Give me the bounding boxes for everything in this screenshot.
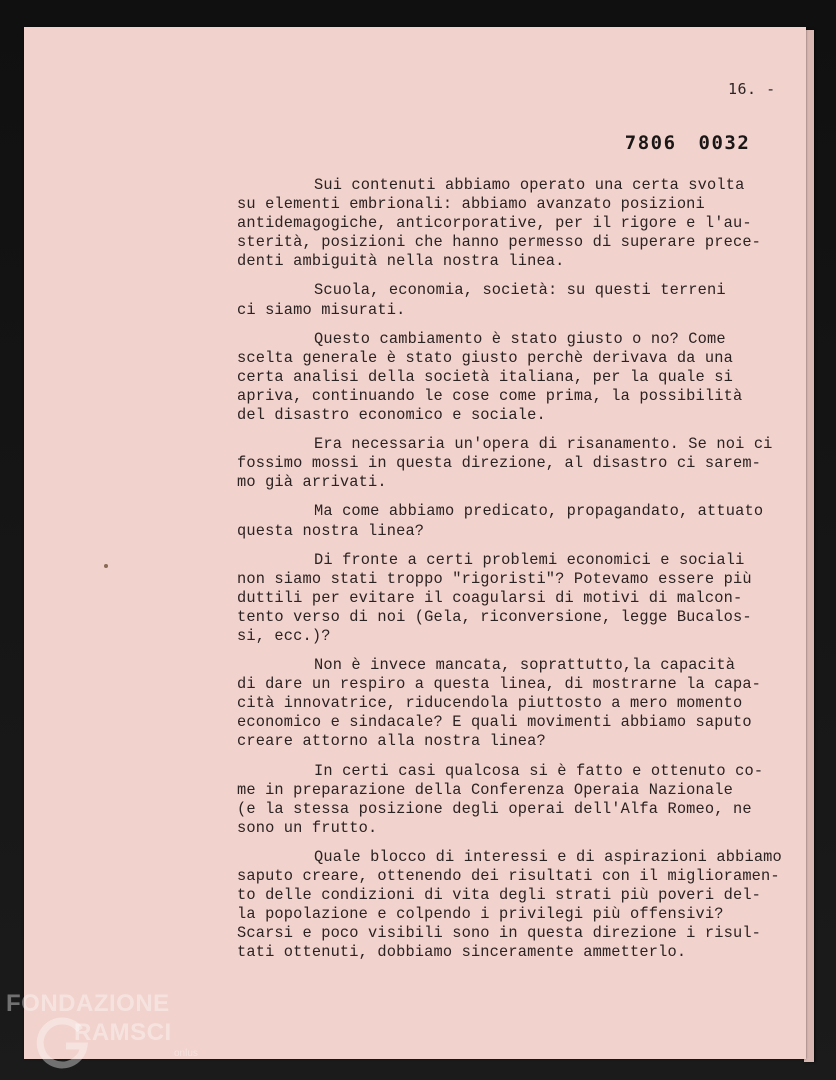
text-line: su elementi embrionali: abbiamo avanzato posizioni [237, 195, 705, 214]
text-line: antidemagogiche, anticorporative, per il rigore e l'au- [237, 214, 752, 233]
text-line: scelta generale è stato giusto perchè derivava da una [237, 348, 733, 367]
paragraph [237, 435, 807, 492]
text-line: Scuola, economia, società: su questi terreni [314, 281, 726, 300]
paragraph [237, 330, 807, 425]
text-line: del disastro economico e sociale. [237, 406, 546, 425]
text-line: si, ecc.)? [237, 626, 331, 645]
text-line: tati ottenuti, dobbiamo sinceramente ammetterlo. [237, 943, 687, 962]
text-line: sono un frutto. [237, 818, 378, 837]
text-line: Ma come abbiamo predicato, propagandato, attuato [314, 502, 764, 521]
paragraph [237, 656, 807, 751]
text-line: tento verso di noi (Gela, riconversione, legge Bucalos- [237, 607, 752, 626]
text-line: cità innovatrice, riducendola piuttosto a mero momento [237, 694, 743, 713]
archive-code [573, 110, 750, 176]
text-line: mo già arrivati. [237, 473, 387, 492]
paragraph [237, 762, 807, 838]
text-line: questa nostra linea? [237, 521, 425, 540]
text-line: me in preparazione della Conferenza Operaia Nazionale [237, 780, 733, 799]
text-line: denti ambiguità nella nostra linea. [237, 252, 565, 271]
paragraph [237, 502, 807, 540]
text-line: apriva, continuando le cose come prima, la possibilità [237, 386, 743, 405]
paragraph [237, 176, 807, 271]
text-line: (e la stessa posizione degli operai dell'Alfa Romeo, ne [237, 799, 752, 818]
text-line: certa analisi della società italiana, per la quale si [237, 367, 733, 386]
paragraph [237, 551, 807, 646]
text-line: economico e sindacale? E quali movimenti abbiamo saputo [237, 713, 752, 732]
page-number: 16. - [728, 80, 776, 98]
text-line: In certi casi qualcosa si è fatto e ottenuto co- [314, 761, 764, 780]
paragraph [237, 848, 807, 963]
text-line: saputo creare, ottenendo dei risultati con il miglioramen- [237, 867, 780, 885]
text-line: Scarsi e poco visibili sono in questa direzione i risul- [237, 924, 762, 943]
archive-code-series: 7806 [624, 132, 677, 154]
typewritten-body [237, 176, 807, 972]
text-line: ci siamo misurati. [237, 300, 406, 319]
archive-code-sheet: 0032 [698, 132, 751, 154]
text-line: di dare un respiro a questa linea, di mostrarne la capa- [237, 675, 762, 694]
text-line: Era necessaria un'opera di risanamento. Se noi ci [314, 435, 773, 454]
text-line: creare attorno alla nostra linea? [237, 732, 546, 751]
text-line: non siamo stati troppo "rigoristi"? Potevamo essere più [237, 569, 752, 588]
text-line: fossimo mossi in questa direzione, al disastro ci sarem- [237, 454, 762, 473]
paragraph [237, 281, 807, 319]
text-line: la popolazione e colpendo i privilegi più offensivi? [237, 905, 724, 924]
watermark-line-1: FONDAZIONE [6, 990, 170, 1017]
text-line: Questo cambiamento è stato giusto o no? Come [314, 329, 726, 348]
ink-speck [104, 564, 108, 568]
text-line: Quale blocco di interessi e di aspirazioni abbiamo [314, 847, 782, 866]
watermark-suffix: onlus [174, 1048, 198, 1059]
text-line: duttili per evitare il coagularsi di motivi di malcon- [237, 588, 743, 607]
watermark-line-2: RAMSCI [74, 1019, 172, 1046]
text-line: Non è invece mancata, soprattutto,la capacità [314, 656, 736, 675]
text-line: Sui contenuti abbiamo operato una certa svolta [314, 176, 745, 194]
text-line: to delle condizioni di vita degli strati più poveri del- [237, 886, 762, 905]
text-line: Di fronte a certi problemi economici e sociali [314, 550, 745, 569]
text-line: sterità, posizioni che hanno permesso di superare prece- [237, 233, 762, 252]
